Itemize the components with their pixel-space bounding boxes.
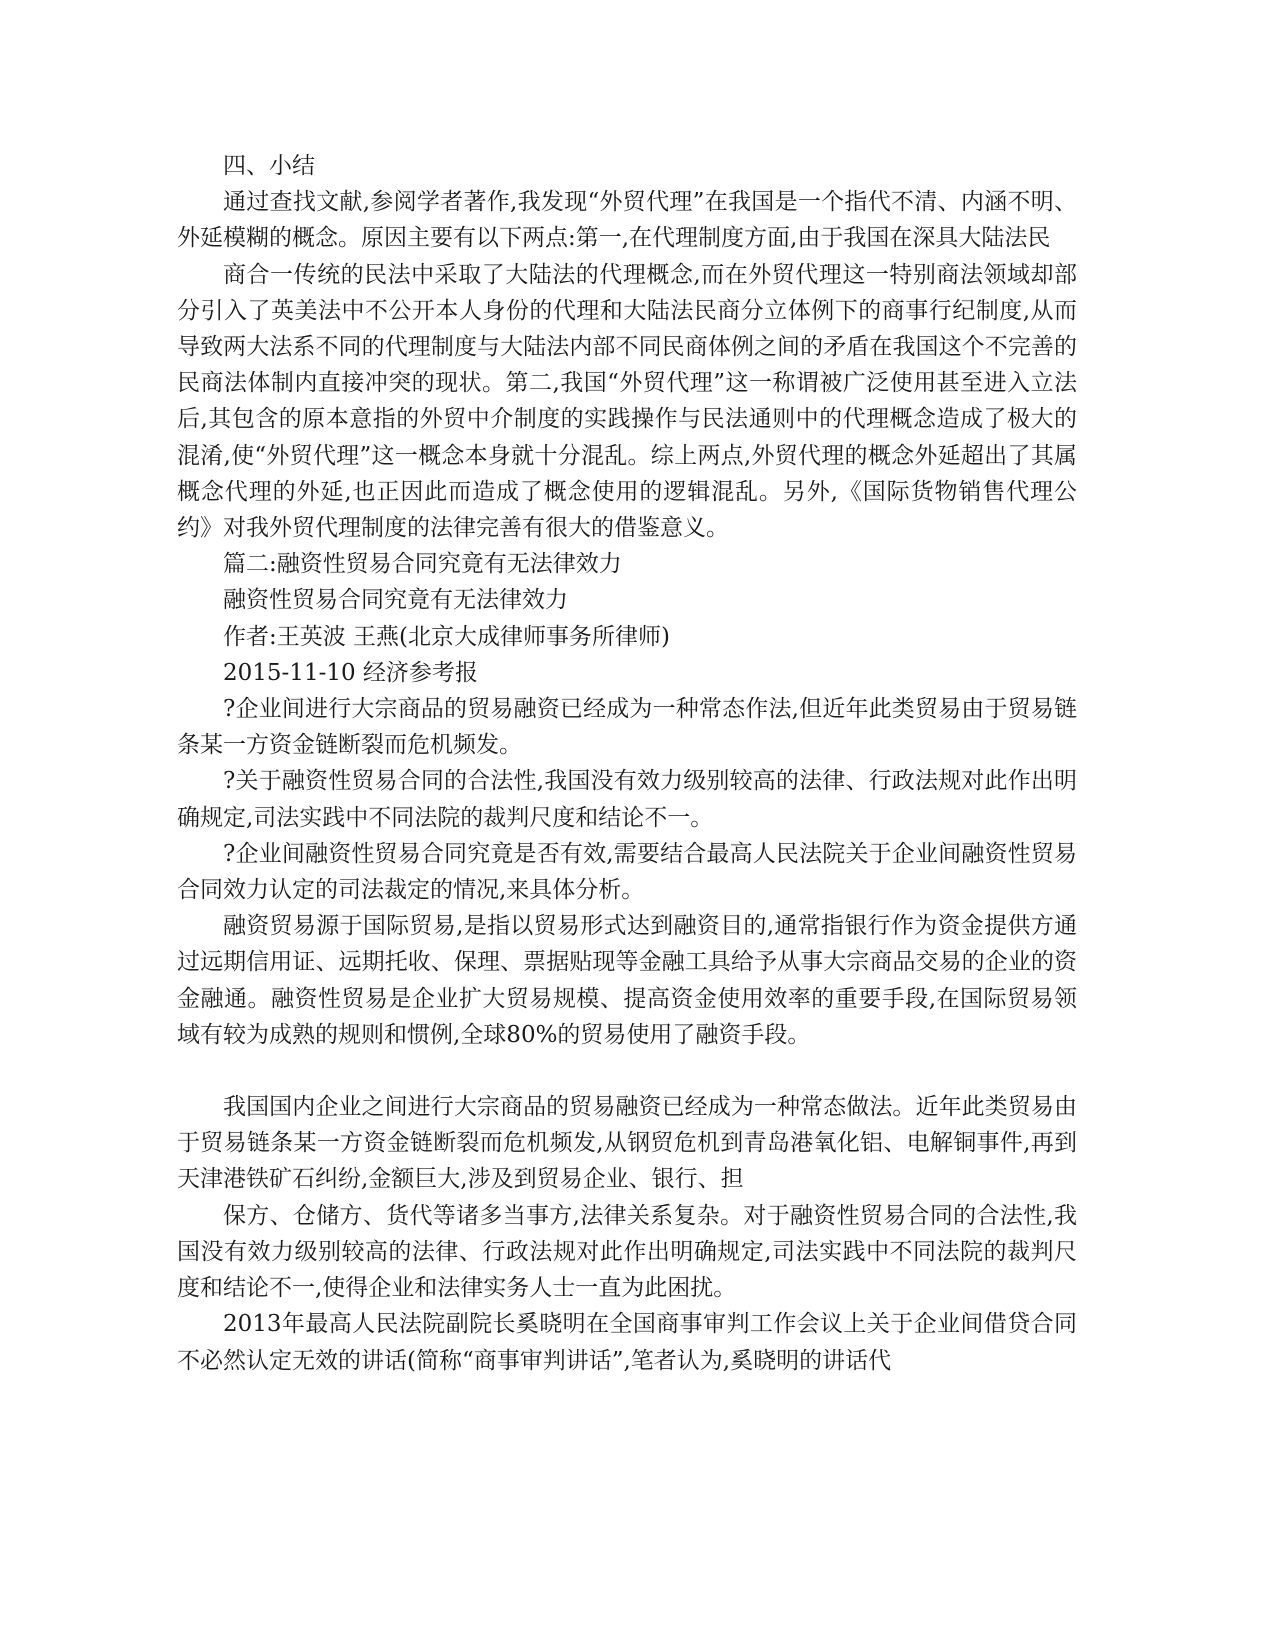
paragraph: ?企业间融资性贸易合同究竟是否有效,需要结合最高人民法院关于企业间融资性贸易合同效力认定的司法裁定的情况,来具体分析。 xyxy=(177,840,1077,904)
article-heading: 篇二:融资性贸易合同究竟有无法律效力 xyxy=(223,551,622,578)
paragraph: 我国国内企业之间进行大宗商品的贸易融资已经成为一种常态做法。近年此类贸易由于贸易链条某一方资金链断裂而危机频发,从钢贸危机到青岛港氧化铝、电解铜事件,再到天津港铁矿石纠纷,金额巨大,涉及到贸易企业、银行、担 xyxy=(177,1094,1077,1193)
article-author: 作者:王英波 王燕(北京大成律师事务所律师) xyxy=(223,623,671,650)
document-page xyxy=(177,148,1077,1379)
paragraph: 2013年最高人民法院副院长奚晓明在全国商事审判工作会议上关于企业间借贷合同不必然认定无效的讲话(简称“商事审判讲话”,笔者认为,奚晓明的讲话代 xyxy=(177,1311,1077,1374)
paragraph: 保方、仓储方、货代等诸多当事方,法律关系复杂。对于融资性贸易合同的合法性,我国没有效力级别较高的法律、行政法规对此作出明确规定,司法实践中不同法院的裁判尺度和结论不一,使得企业和法律实务人士一直为此困扰。 xyxy=(177,1202,1077,1302)
paragraph: 融资贸易源于国际贸易,是指以贸易形式达到融资目的,通常指银行作为资金提供方通过远期信用证、远期托收、保理、票据贴现等金融工具给予从事大宗商品交易的企业的资金融通。融资性贸易是企业扩大贸易规模、提高资金使用效率的重要手段,在国际贸易领域有较为成熟的规则和惯例,全球80%的贸易使用了融资手段。 xyxy=(177,913,1077,1048)
section-heading-summary: 四、小结 xyxy=(223,153,315,179)
article-title: 融资性贸易合同究竟有无法律效力 xyxy=(223,587,568,614)
paragraph: 通过查找文献,参阅学者著作,我发现“外贸代理”在我国是一个指代不清、内涵不明、外延模糊的概念。原因主要有以下两点:第一,在代理制度方面,由于我国在深具大陆法民 xyxy=(177,189,1077,252)
paragraph: ?关于融资性贸易合同的合法性,我国没有效力级别较高的法律、行政法规对此作出明确规定,司法实践中不同法院的裁判尺度和结论不一。 xyxy=(177,768,1077,831)
paragraph: 商合一传统的民法中采取了大陆法的代理概念,而在外贸代理这一特别商法领域却部分引入了英美法中不公开本人身份的代理和大陆法民商分立体例下的商事行纪制度,从而导致两大法系不同的代理制度与大陆法内部不同民商体例之间的矛盾在我国这个不完善的民商法体制内直接冲突的现状。第二,我国“外贸代理”这一称谓被广泛使用甚至进入立法后,其包含的原本意指的外贸中介制度的实践操作与民法通则中的代理概念造成了极大的混淆,使“外贸代理”这一概念本身就十分混乱。综上两点,外贸代理的概念外延超出了其属概念代理的外延,也正因此而造成了概念使用的逻辑混乱。另外,《国际货物销售代理公约》对我外贸代理制度的法律完善有很大的借鉴意义。 xyxy=(177,261,1077,542)
paragraph: ?企业间进行大宗商品的贸易融资已经成为一种常态作法,但近年此类贸易由于贸易链条某一方资金链断裂而危机频发。 xyxy=(177,696,1077,759)
article-date-source: 2015-11-10 经济参考报 xyxy=(223,659,478,686)
